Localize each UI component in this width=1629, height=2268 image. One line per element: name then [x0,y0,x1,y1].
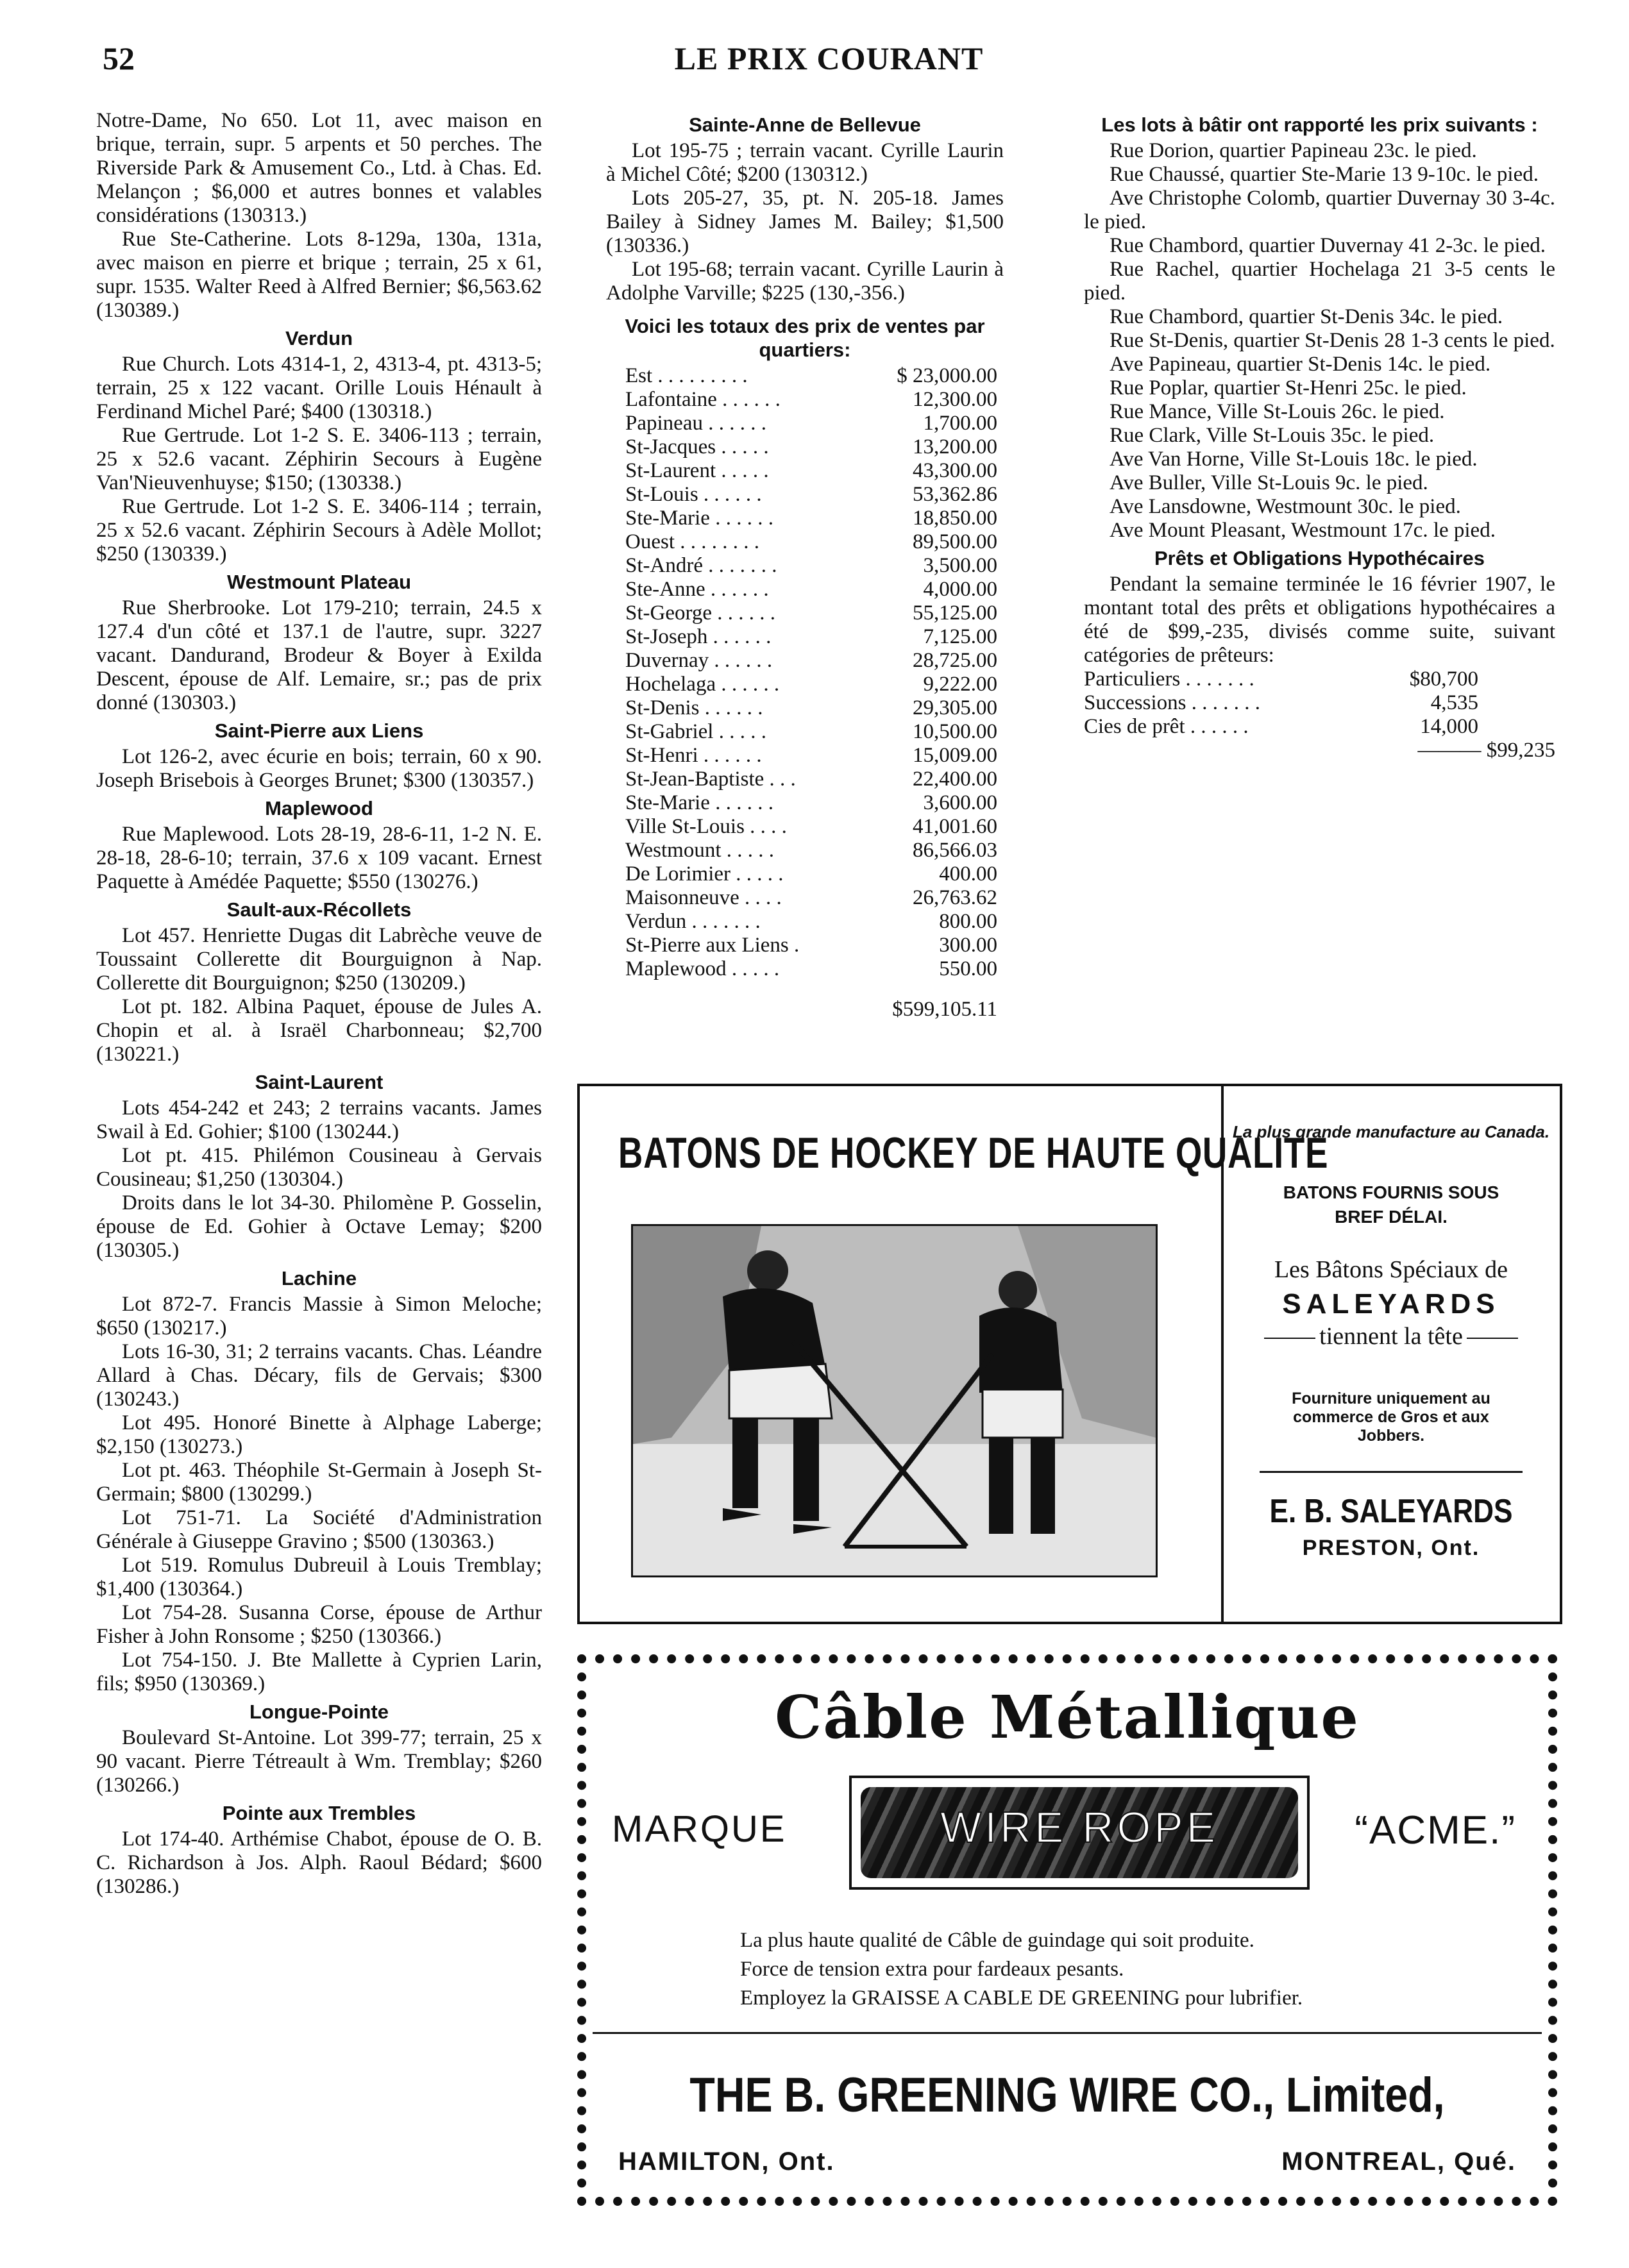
paragraph: Ave Van Horne, Ville St-Louis 18c. le pied. [1110,448,1478,471]
section-heading: Sainte-Anne de Bellevue [689,113,921,136]
district-total: 12,300.00 [913,388,997,411]
lenders-table [1084,668,1555,739]
district-name: St-Denis . . . . . . [625,696,763,719]
paragraph: Rue Rachel, quartier Hochelaga 21 3-5 cents le pied. [1084,258,1555,305]
ad-text: Fourniture uniquement au commerce de Gros et aux Jobbers. [1292,1390,1490,1445]
district-name: Est . . . . . . . . . [625,364,748,387]
district-name: Verdun . . . . . . . [625,910,761,933]
district-total: 10,500.00 [913,720,997,743]
paragraph: Rue Dorion, quartier Papineau 23c. le pied. [1110,139,1477,162]
ad-text [1228,1322,1555,1351]
paragraph: Rue Poplar, quartier St-Henri 25c. le pied. [1110,376,1467,399]
paragraph: Lot 195-68; terrain vacant. Cyrille Laurin à Adolphe Varville; $225 (130,-356.) [606,258,1004,305]
ad-text: Les Bâtons Spéciaux de [1274,1256,1508,1283]
paragraph: Ave Mount Pleasant, Westmount 17c. le pied. [1110,519,1496,542]
totals-row [625,815,997,839]
totals-row [625,459,997,483]
dash-right [1467,1338,1518,1339]
lender-row [1084,691,1478,715]
district-total: $ 23,000.00 [897,364,997,387]
wire-rope-advertisement [577,1654,1557,2206]
paragraph: Lots 205-27, 35, pt. N. 205-18. James Bailey à Sidney James M. Bailey; $1,500 (130336.) [606,187,1004,257]
section-heading: Saint-Pierre aux Liens [214,719,424,742]
section-heading: Longue-Pointe [249,1701,389,1723]
district-name: De Lorimier . . . . . [625,862,784,886]
district-total: 22,400.00 [913,768,997,791]
district-total: 86,566.03 [913,839,997,862]
district-total: 3,500.00 [923,554,997,577]
district-name: Ville St-Louis . . . . [625,815,787,838]
paragraph: Droits dans le lot 34-30. Philomène P. Gosselin, épouse de Ed. Gohier à Octave Lemay; $200 (130305.) [96,1191,542,1262]
totals-row [625,364,997,388]
district-total: 300.00 [939,934,997,957]
hockey-advertisement [577,1084,1562,1624]
district-name: St-Pierre aux Liens . [625,934,800,957]
company-name: E. B. SALEYARDS [1269,1493,1513,1530]
paragraph: Lots 454-242 et 243; 2 terrains vacants. James Swail à Ed. Gohier; $100 (130244.) [96,1096,542,1143]
section-heading: Verdun [285,327,353,349]
paragraph: Rue Clark, Ville St-Louis 35c. le pied. [1110,424,1435,447]
paragraph: Lot pt. 182. Albina Paquet, épouse de Jules A. Chopin et al. à Israël Charbonneau; $2,700 (130221.) [96,995,542,1066]
lender-category: Particuliers . . . . . . . [1084,668,1254,691]
section-heading: Westmount Plateau [226,571,412,593]
district-name: Duvernay . . . . . . [625,649,773,672]
district-total: 18,850.00 [913,507,997,530]
paragraph: Lot 754-150. J. Bte Mallette à Cyprien Larin, fils; $950 (130369.) [96,1649,542,1695]
district-name: Ste-Marie . . . . . . [625,791,773,814]
district-name: St-George . . . . . . [625,601,776,625]
district-name: Ste-Marie . . . . . . [625,507,773,530]
lender-amount: 4,535 [1430,691,1478,714]
totals-row [625,744,997,768]
acme-label: “ACME.” [1355,1808,1516,1852]
paragraph: Lots 16-30, 31; 2 terrains vacants. Chas. Léandre Allard à Chas. Décary, fils de Gervais; $300 (130243.) [96,1340,542,1411]
company-location: PRESTON, Ont. [1302,1536,1480,1560]
section-heading: Pointe aux Trembles [222,1802,416,1824]
paragraph: Lot 872-7. Francis Massie à Simon Meloche; $650 (130217.) [96,1293,542,1340]
totals-row [625,530,997,554]
paragraph: Lot 751-71. La Société d'Administration Générale à Giuseppe Gravino ; $500 (130363.) [96,1506,542,1553]
divider [593,2032,1542,2034]
paragraph: Lot 195-75 ; terrain vacant. Cyrille Laurin à Michel Côté; $200 (130312.) [606,139,1004,186]
lender-amount: $80,700 [1409,668,1478,691]
desc-line: Employez la GRAISSE A CABLE DE GREENING pour lubrifier. [740,1987,1303,2010]
desc-line: La plus haute qualité de Câble de guindage qui soit produite. [740,1929,1254,1952]
totals-row [625,412,997,435]
district-total: 800.00 [939,910,997,933]
district-total: 15,009.00 [913,744,997,767]
lender-amount: 14,000 [1420,715,1478,738]
paragraph: Lot 519. Romulus Dubreuil à Louis Tremblay; $1,400 (130364.) [96,1554,542,1600]
city-montreal: MONTREAL, Qué. [1281,2147,1516,2176]
district-total: 4,000.00 [923,578,997,601]
section-heading: Voici les totaux des prix de ventes par quartiers: [625,315,985,361]
totals-row [625,673,997,696]
district-total: 53,362.86 [913,483,997,506]
totals-row [625,862,997,886]
page-title: LE PRIX COURANT [674,40,984,76]
paragraph: Rue Chaussé, quartier Ste-Marie 13 9-10c. le pied. [1110,163,1539,186]
district-name: St-Jacques . . . . . [625,435,769,458]
paragraph: Rue Gertrude. Lot 1-2 S. E. 3406-113 ; terrain, 25 x 52.6 vacant. Zéphirin Secours à Eugène Van'Nieuvenhuyse; $150; (130338.) [96,424,542,494]
totals-row [625,649,997,673]
paragraph: Rue St-Denis, quartier St-Denis 28 1-3 cents le pied. [1110,329,1555,352]
divider [1260,1471,1523,1473]
saleyards-name: SALEYARDS [1282,1288,1500,1320]
paragraph: Rue Chambord, quartier St-Denis 34c. le pied. [1110,305,1503,328]
paragraph: Rue Ste-Catherine. Lots 8-129a, 130a, 131a, avec maison en pierre et brique ; terrain, 25 x 61, supr. 1535. Walter Reed à Alfred Bernier; $6,563.62 (130389.) [96,228,542,322]
lender-row [1084,668,1478,691]
section-heading: Sault-aux-Récollets [226,898,412,921]
hockey-players-illustration [633,1226,1156,1575]
district-name: Papineau . . . . . . [625,412,766,435]
district-name: St-Louis . . . . . . [625,483,762,506]
paragraph: Rue Mance, Ville St-Louis 26c. le pied. [1110,400,1445,423]
section-heading: Maplewood [265,797,373,819]
district-total: 9,222.00 [923,673,997,696]
lender-category: Cies de prêt . . . . . . [1084,715,1249,738]
paragraph: Rue Church. Lots 4314-1, 2, 4313-4, pt. 4313-5; terrain, 25 x 122 vacant. Orille Louis Hénault à Ferdinand Michel Paré; $400 (130318.) [96,353,542,423]
district-name: Maplewood . . . . . [625,957,780,980]
district-total: 26,763.62 [913,886,997,909]
district-total: 55,125.00 [913,601,997,625]
dash-left [1264,1338,1315,1339]
totals-row [625,483,997,507]
company-name: THE B. GREENING WIRE CO., Limited, [689,2068,1445,2122]
section-heading: Prêts et Obligations Hypothécaires [1154,547,1485,569]
section-heading: Lachine [281,1267,357,1289]
lender-category: Successions . . . . . . . [1084,691,1260,714]
totals-row [625,957,997,981]
district-total: 400.00 [939,862,997,886]
district-total: 550.00 [939,957,997,980]
paragraph: Rue Gertrude. Lot 1-2 S. E. 3406-114 ; terrain, 25 x 52.6 vacant. Zéphirin Secours à Adèle Mollot; $250 (130339.) [96,495,542,566]
ad-text: La plus grande manufacture au Canada. [1232,1122,1550,1141]
totals-row [625,554,997,578]
district-total: 89,500.00 [913,530,997,553]
totals-row [625,507,997,530]
district-total: 3,600.00 [923,791,997,814]
page-number: 52 [103,40,135,76]
district-name: Hochelaga . . . . . . [625,673,780,696]
district-name: Ste-Anne . . . . . . [625,578,769,601]
section-heading: Saint-Laurent [255,1071,384,1093]
totals-row [625,910,997,934]
hockey-ad-right [1228,1086,1555,1622]
lender-row [1084,715,1478,739]
wire-rope-ad-inner [593,1670,1542,2190]
cable-heading: Câble Métallique [775,1683,1360,1752]
district-total: 7,125.00 [923,625,997,648]
totals-row [625,791,997,815]
column-right [1084,109,1555,762]
totals-row [625,388,997,412]
totals-row [625,886,997,910]
paragraph: Lot 495. Honoré Binette à Alphage Laberge; $2,150 (130273.) [96,1411,542,1458]
paragraph: Lot 457. Henriette Dugas dit Labrèche veuve de Toussaint Collerette dit Bourguignon à Nap. Collerette dit Bourguignon; $250 (130209.) [96,924,542,995]
totals-row [625,839,997,862]
district-name: St-Jean-Baptiste . . . [625,768,796,791]
district-name: Lafontaine . . . . . . [625,388,781,411]
paragraph: Lot pt. 415. Philémon Cousineau à Gervais Cousineau; $1,250 (130304.) [96,1144,542,1191]
hockey-ad-left [580,1086,1329,1622]
district-total: 28,725.00 [913,649,997,672]
district-name: St-Gabriel . . . . . [625,720,766,743]
totals-row [625,625,997,649]
totals-table [606,364,1004,981]
paragraph: Pendant la semaine terminée le 16 février 1907, le montant total des prêts et obligations hypothécaires a été de $99,-235, divisés comme suite, suivant catégories de prêteurs: [1084,573,1555,667]
paragraph: Rue Sherbrooke. Lot 179-210; terrain, 24.5 x 127.4 d'un côté et 137.1 de l'autre, supr. 3227 vacant. Dandurand, Brodeur & Boyer à Exilda Descent, épouse de Alf. Lemaire, sr.; pas de prix donné (130303.) [96,596,542,714]
column-middle [606,109,1004,1021]
paragraph: Ave Christophe Colomb, quartier Duvernay 30 3-4c. le pied. [1084,187,1555,233]
ad-text-tenure: tiennent la tête [1319,1323,1463,1350]
section-heading: Les lots à bâtir ont rapporté les prix suivants : [1101,113,1538,136]
paragraph: Lot 126-2, avec écurie en bois; terrain, 60 x 90. Joseph Brisebois à Georges Brunet; $300 (130357.) [96,745,542,792]
paragraph: Ave Lansdowne, Westmount 30c. le pied. [1110,495,1461,518]
paragraph: Ave Papineau, quartier St-Denis 14c. le pied. [1110,353,1491,376]
desc-line: Force de tension extra pour fardeaux pesants. [740,1958,1124,1981]
paragraph: Lot pt. 463. Théophile St-Germain à Joseph St-Germain; $800 (130299.) [96,1459,542,1506]
district-name: St-André . . . . . . . [625,554,777,577]
district-name: St-Henri . . . . . . [625,744,762,767]
totals-row [625,601,997,625]
lenders-total: ——— $99,235 [1417,739,1555,762]
district-total: 41,001.60 [913,815,997,838]
paragraph: Notre-Dame, No 650. Lot 11, avec maison en brique, terrain, supr. 5 arpents et 50 perches. The Riverside Park & Amusement Co., Ltd. à Chas. Ed. Melançon ; $6,000 et autres bonnes et valables considérations (130313.) [96,109,542,227]
wire-rope-label: WIRE ROPE [940,1803,1219,1852]
paragraph: Rue Maplewood. Lots 28-19, 28-6-11, 1-2 N. E. 28-18, 28-6-10; terrain, 37.6 x 109 vacant. Ernest Paquette à Amédée Paquette; $550 (130276.) [96,823,542,893]
district-name: Ouest . . . . . . . . [625,530,759,553]
wire-rope-logo [849,1776,1310,1890]
city-hamilton: HAMILTON, Ont. [618,2147,835,2176]
district-total: 43,300.00 [913,459,997,482]
hockey-ad-title: BATONS DE HOCKEY DE HAUTE QUALITE [618,1129,1329,1177]
hockey-players-image [631,1224,1158,1577]
totals-row [625,720,997,744]
totals-row [625,435,997,459]
paragraph: Rue Chambord, quartier Duvernay 41 2-3c. le pied. [1110,234,1546,257]
paragraph: Boulevard St-Antoine. Lot 399-77; terrain, 25 x 90 vacant. Pierre Tétreault à Wm. Tremblay; $260 (130266.) [96,1726,542,1797]
product-description [740,1926,1303,2013]
totals-row [625,578,997,601]
district-total: 29,305.00 [913,696,997,719]
grand-total: $599,105.11 [892,998,997,1021]
totals-row [625,696,997,720]
district-name: St-Joseph . . . . . . [625,625,772,648]
column-left [96,109,542,1899]
district-total: 1,700.00 [923,412,997,435]
totals-row [625,934,997,957]
district-name: Maisonneuve . . . . [625,886,782,909]
marque-label: MARQUE [612,1808,787,1850]
paragraph: Lot 754-28. Susanna Corse, épouse de Arthur Fisher à John Ronsome ; $250 (130366.) [96,1601,542,1648]
paragraph: Lot 174-40. Arthémise Chabot, épouse de O. B. C. Richardson à Jos. Alph. Raoul Bédard; $600 (130286.) [96,1827,542,1898]
district-name: Westmount . . . . . [625,839,774,862]
page-header [103,40,1555,78]
ad-text: BATONS FOURNIS SOUS BREF DÉLAI. [1283,1182,1499,1227]
district-total: 13,200.00 [913,435,997,458]
totals-row [625,768,997,791]
paragraph: Ave Buller, Ville St-Louis 9c. le pied. [1110,471,1428,494]
district-name: St-Laurent . . . . . [625,459,769,482]
